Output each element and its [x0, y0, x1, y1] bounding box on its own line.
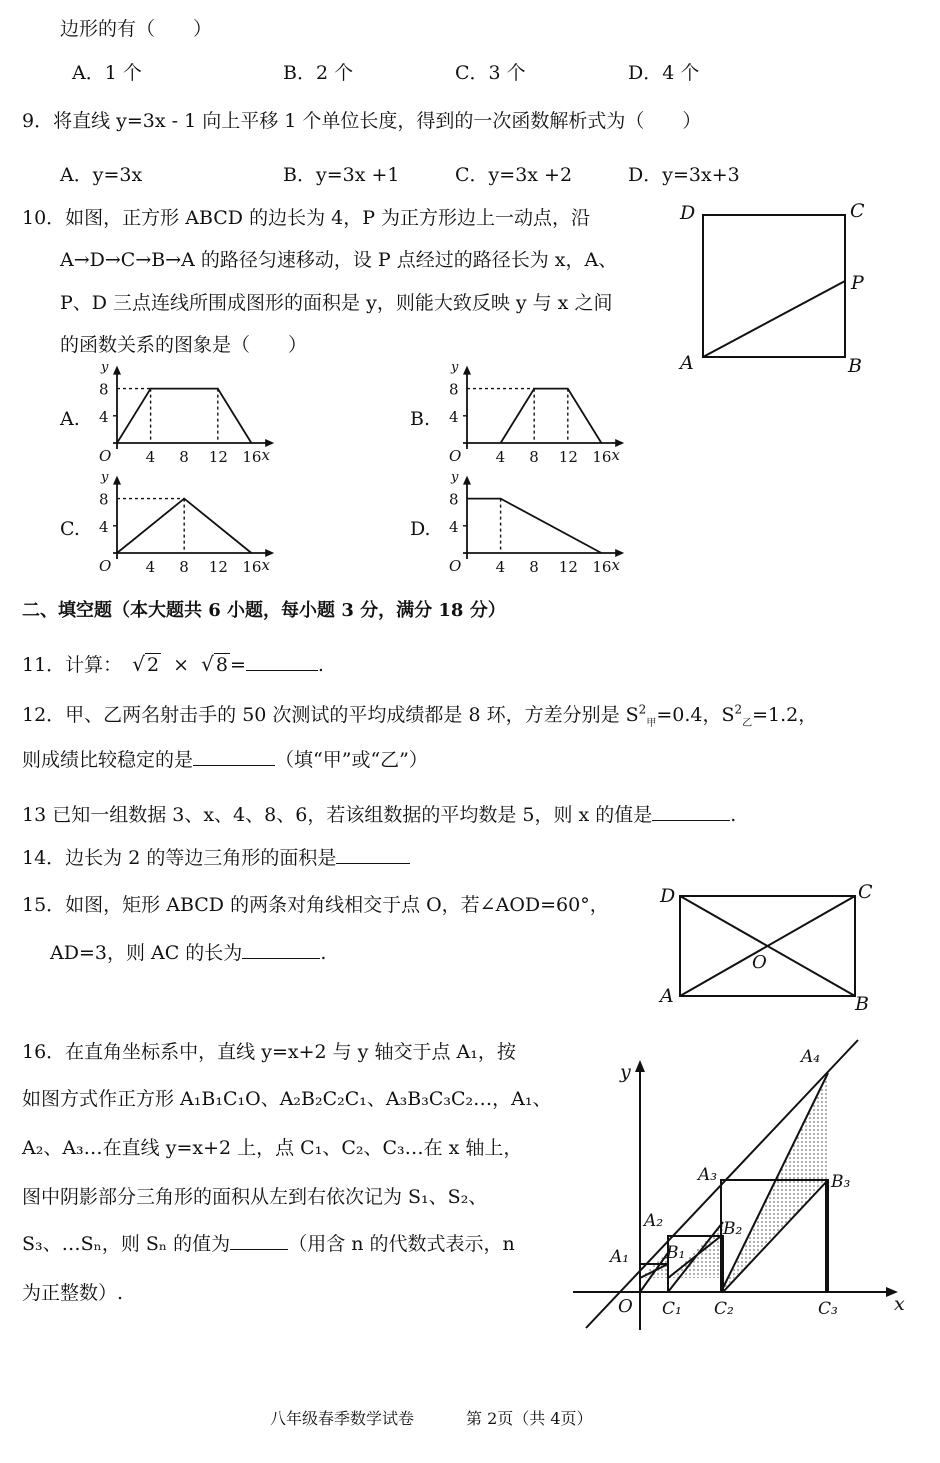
q8-option-c: C．3 个 — [455, 62, 526, 84]
origin-label: O — [618, 1296, 633, 1317]
q11-prefix: 11．计算： — [22, 654, 123, 676]
q16-answer-blank[interactable] — [230, 1230, 288, 1250]
y-label: y — [101, 359, 109, 375]
label-a1: A₁ — [610, 1247, 630, 1267]
q14-answer-blank[interactable] — [336, 844, 410, 864]
label-p: P — [851, 272, 864, 294]
q10-option-d-letter: D. — [410, 518, 431, 540]
label-c: C — [858, 881, 873, 903]
label-b3: B₃ — [831, 1172, 851, 1192]
q8-option-a: A．1 个 — [72, 62, 142, 84]
xtick-16: 16 — [592, 558, 612, 576]
xtick-12: 12 — [208, 448, 228, 466]
ytick-8: 8 — [99, 490, 109, 509]
footer-title: 八年级春季数学试卷 — [270, 1409, 415, 1428]
origin-label: O — [99, 447, 112, 465]
label-b1: B₁ — [666, 1243, 686, 1263]
x-label: x — [261, 556, 270, 574]
y-arrow — [113, 476, 121, 485]
q11 — [22, 650, 324, 677]
ytick-8: 8 — [449, 490, 459, 509]
q9-stem: 9．将直线 y=3x - 1 向上平移 1 个单位长度，得到的一次函数解析式为（ ） — [22, 110, 702, 132]
q15-end: . — [320, 942, 327, 964]
axis-label-x: x — [894, 1293, 905, 1315]
q16-text-a: S₃、…Sₙ，则 Sₙ 的值为 — [22, 1233, 231, 1255]
q15-rectangle-figure — [652, 878, 882, 1018]
q16-line-3: A₂、A₃…在直线 y=x+2 上，点 C₁、C₂、C₃…在 x 轴上， — [22, 1137, 523, 1159]
y-label: y — [451, 469, 459, 485]
q10-option-c-letter: C. — [60, 518, 80, 540]
q16-line-2: 如图方式作正方形 A₁B₁C₁O、A₂B₂C₂C₁、A₃B₃C₃C₂…，A₁、 — [22, 1088, 552, 1110]
y-arrow — [463, 476, 471, 485]
q11-answer-blank[interactable] — [246, 651, 318, 671]
xtick-4: 4 — [495, 448, 506, 466]
q12-answer-blank[interactable] — [193, 746, 275, 766]
xtick-12: 12 — [558, 448, 578, 466]
q9-option-a: A．y=3x — [60, 164, 143, 186]
q16-line-4: 图中阴影部分三角形的面积从左到右依次记为 S₁、S₂、 — [22, 1186, 488, 1208]
q12-text-a: 12．甲、乙两名射击手的 50 次测试的平均成绩都是 8 环，方差分别是 S — [22, 704, 639, 726]
equals-sign: = — [229, 654, 246, 676]
q10-graph-d — [442, 469, 632, 578]
q8-stem-tail: 边形的有（ ） — [60, 18, 213, 40]
q16-text-b: （用含 n 的代数式表示，n — [288, 1233, 515, 1255]
q15-line-1: 15．如图，矩形 ABCD 的两条对角线相交于点 O，若∠AOD=60°， — [22, 894, 609, 916]
q9-option-b: B．y=3x +1 — [283, 164, 400, 186]
q10-line-3: P、D 三点连线所围成图形的面积是 y，则能大致反映 y 与 x 之间 — [60, 292, 613, 314]
function-graph — [467, 499, 601, 553]
label-a3: A₃ — [698, 1165, 718, 1185]
ytick-4: 4 — [449, 407, 459, 426]
q13-end: . — [730, 804, 737, 826]
xtick-8: 8 — [529, 448, 539, 466]
x-label: x — [611, 556, 620, 574]
y-arrow — [113, 366, 121, 375]
x-label: x — [261, 446, 270, 464]
q8-option-d: D．4 个 — [628, 62, 700, 84]
label-b: B — [855, 993, 869, 1015]
q13-answer-blank[interactable] — [652, 801, 730, 821]
q10-line-4: 的函数关系的图象是（ ） — [60, 334, 308, 356]
label-a4: A₄ — [801, 1047, 821, 1067]
footer-page: 第 2页（共 4页） — [466, 1409, 593, 1428]
xtick-4: 4 — [145, 448, 156, 466]
sup-2b: 2 — [734, 702, 743, 717]
times-sign: × — [173, 654, 190, 676]
q8-option-b: B．2 个 — [283, 62, 354, 84]
function-graph — [501, 389, 602, 443]
ytick-8: 8 — [99, 380, 109, 399]
q16-coordinate-figure — [568, 1040, 913, 1330]
label-a2: A₂ — [644, 1211, 664, 1231]
origin-label: O — [99, 557, 112, 575]
function-graph — [117, 389, 251, 443]
xtick-8: 8 — [529, 558, 539, 576]
label-c1: C₁ — [662, 1299, 682, 1319]
q12-line-1 — [22, 700, 817, 729]
label-c3: C₃ — [818, 1299, 838, 1319]
y-arrow — [463, 366, 471, 375]
xtick-8: 8 — [179, 448, 189, 466]
q11-end: . — [317, 654, 324, 676]
axis-label-y: y — [620, 1061, 631, 1083]
q16-line-6: 为正整数）. — [22, 1282, 124, 1304]
label-o: O — [752, 952, 767, 973]
xtick-12: 12 — [208, 558, 228, 576]
q14-text: 14．边长为 2 的等边三角形的面积是 — [22, 847, 337, 869]
label-a: A — [660, 985, 674, 1007]
label-a: A — [680, 352, 694, 374]
label-c2: C₂ — [714, 1299, 734, 1319]
xtick-16: 16 — [242, 558, 262, 576]
sqrt-2: √ 2 — [132, 652, 160, 676]
q9-option-d: D．y=3x+3 — [628, 164, 740, 186]
label-b2: B₂ — [723, 1219, 743, 1239]
label-d: D — [680, 202, 696, 224]
q12-text-c: （填“甲”或“乙”） — [275, 749, 428, 771]
q9-option-c: C．y=3x +2 — [455, 164, 573, 186]
ytick-4: 4 — [449, 517, 459, 536]
q10-line-1: 10．如图，正方形 ABCD 的边长为 4，P 为正方形边上一动点，沿 — [22, 207, 591, 229]
q16-line-5 — [22, 1229, 515, 1256]
label-d: D — [660, 885, 676, 907]
xtick-4: 4 — [145, 558, 156, 576]
q12-val-yi: =1.2， — [752, 704, 818, 726]
y-label: y — [451, 359, 459, 375]
xtick-16: 16 — [242, 448, 262, 466]
q13 — [22, 800, 736, 827]
q10-graph-b — [442, 359, 632, 468]
y-label: y — [101, 469, 109, 485]
xtick-12: 12 — [558, 558, 578, 576]
sub-jia: 甲 — [646, 717, 657, 729]
q15-answer-blank[interactable] — [242, 939, 320, 959]
ytick-8: 8 — [449, 380, 459, 399]
q10-square-figure — [670, 195, 880, 380]
sqrt-8: √ 8 — [201, 652, 228, 676]
xtick-16: 16 — [592, 448, 612, 466]
xtick-8: 8 — [179, 558, 189, 576]
q10-graph-a — [92, 359, 282, 468]
q16-line-1: 16．在直角坐标系中，直线 y=x+2 与 y 轴交于点 A₁，按 — [22, 1041, 516, 1063]
origin-label: O — [449, 447, 462, 465]
q12-line-2 — [22, 745, 428, 772]
q13-text: 13 已知一组数据 3、x、4、8、6，若该组数据的平均数是 5，则 x 的值是 — [22, 804, 653, 826]
q14 — [22, 843, 410, 870]
label-c: C — [850, 200, 865, 222]
x-label: x — [611, 446, 620, 464]
xtick-4: 4 — [495, 558, 506, 576]
q12-val-jia: =0.4，S — [656, 704, 735, 726]
sup-2: 2 — [638, 702, 647, 717]
origin-label: O — [449, 557, 462, 575]
sub-yi: 乙 — [742, 717, 753, 729]
q15-text: AD=3，则 AC 的长为 — [50, 942, 243, 964]
q10-line-2: A→D→C→B→A 的路径匀速移动，设 P 点经过的路径长为 x，A、 — [60, 249, 618, 271]
ytick-4: 4 — [99, 407, 109, 426]
label-b: B — [848, 355, 862, 377]
ytick-4: 4 — [99, 517, 109, 536]
q12-text-b: 则成绩比较稳定的是 — [22, 749, 194, 771]
q15-line-2 — [50, 938, 326, 965]
section-2-heading: 二、填空题（本大题共 6 小题，每小题 3 分，满分 18 分） — [22, 600, 506, 621]
q10-option-a-letter: A. — [60, 408, 80, 430]
q10-option-b-letter: B. — [410, 408, 431, 430]
q10-graph-c — [92, 469, 282, 578]
